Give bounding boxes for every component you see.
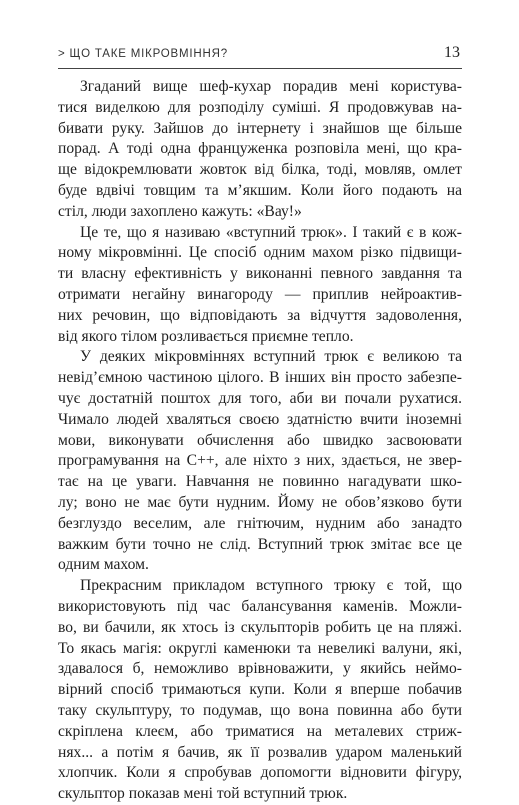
text-line: бивати руку. Зайшов до інтернету і знайшов ще більше xyxy=(58,119,462,137)
text-line: ще відокремлювати жовток від білка, тоді, мовляв, омлет xyxy=(58,161,462,179)
text-line: ти власну ефективність у виконанні певного завдання та xyxy=(58,265,462,283)
text-line: Згаданий вище шеф-кухар порадив мені користува- xyxy=(80,78,462,95)
text-line: Прекрасним прикладом вступного трюку є той, що xyxy=(80,577,462,595)
text-line: стіл, люди захоплено кажуть: «Вау!» xyxy=(58,202,302,220)
text-line: чує достатній поштох для того, аби ви почали рухатися. xyxy=(58,389,462,407)
text-line: Це те, що я називаю «вступний трюк». І такий є в кож- xyxy=(80,223,462,241)
text-line: використовують під час балансування каменів. Можли- xyxy=(58,597,462,615)
text-line: мови, виконувати обчислення або швидко засвоювати xyxy=(58,431,462,449)
text-line: вірний спосіб тримаються купи. Коли я вперше побачив xyxy=(58,681,462,699)
body-text xyxy=(58,77,462,805)
text-line: них речовин, що відповідають за відчуття задоволення, xyxy=(58,306,462,324)
running-head: > ЩО ТАКЕ МІКРОВМІННЯ? xyxy=(58,48,228,60)
paragraph-3 xyxy=(58,347,462,576)
text-line: отримати негайну винагороду — приплив нейроактив- xyxy=(58,285,462,303)
text-line: безглуздо веселим, але гнітючим, нудним або занадто xyxy=(58,514,462,532)
text-line: нях... а потім я бачив, як її розвалив ударом маленький xyxy=(58,743,462,761)
text-line: здавалося б, неможливо врівноважити, у якийсь неймо- xyxy=(58,660,462,678)
text-line: Чимало людей хваляться своєю здатністю вчити іноземні xyxy=(58,410,462,428)
text-line: програмування на C++, але ніхто з них, здається, не звер- xyxy=(58,452,462,470)
text-line: во, ви бачили, як хтось із скульпторів робить це на пляжі. xyxy=(58,618,462,636)
page-header xyxy=(58,42,462,69)
text-line: таку скульптуру, то подумав, що вона повинна або бути xyxy=(58,701,462,719)
text-line: важким бути точно не слід. Вступний трюк змітає все це xyxy=(58,535,462,553)
text-line: буде вдвічі товщим та м’якшим. Коли його подають на xyxy=(58,181,462,199)
text-line: лу; воно не має бути нудним. Йому не обов’язково бути xyxy=(58,493,462,511)
text-line: одним махом. xyxy=(58,556,149,574)
text-line: невід’ємною частиною цілого. В інших він просто забезпе- xyxy=(58,369,462,387)
text-line: тися виделкою для розподілу суміші. Я продовжував на- xyxy=(58,98,462,116)
text-line: від якого тілом розливається приємне тепло. xyxy=(58,327,354,345)
text-line: скульптор показав мені той вступний трюк. xyxy=(58,785,348,803)
text-line: То якась магія: округлі каменюки та невеликі валуни, які, xyxy=(58,639,462,657)
paragraph-4 xyxy=(58,576,462,805)
paragraph-2 xyxy=(58,223,462,348)
paragraph-1 xyxy=(58,77,462,223)
text-line: тає на це уваги. Навчання не повинно нагадувати шко- xyxy=(58,473,462,491)
text-line: скріплена клеєм, або триматися на металевих стриж- xyxy=(58,722,462,740)
page-number: 13 xyxy=(444,44,460,61)
text-line: хлопчик. Коли я спробував допомогти відновити фігуру, xyxy=(58,764,462,782)
text-line: ному мікровмінні. Це спосіб одним махом різко підвищи- xyxy=(58,244,462,262)
text-line: порад. А тоді одна француженка розповіла мені, що кра- xyxy=(58,140,462,158)
text-line: У деяких мікровміннях вступний трюк є великою та xyxy=(80,348,462,366)
